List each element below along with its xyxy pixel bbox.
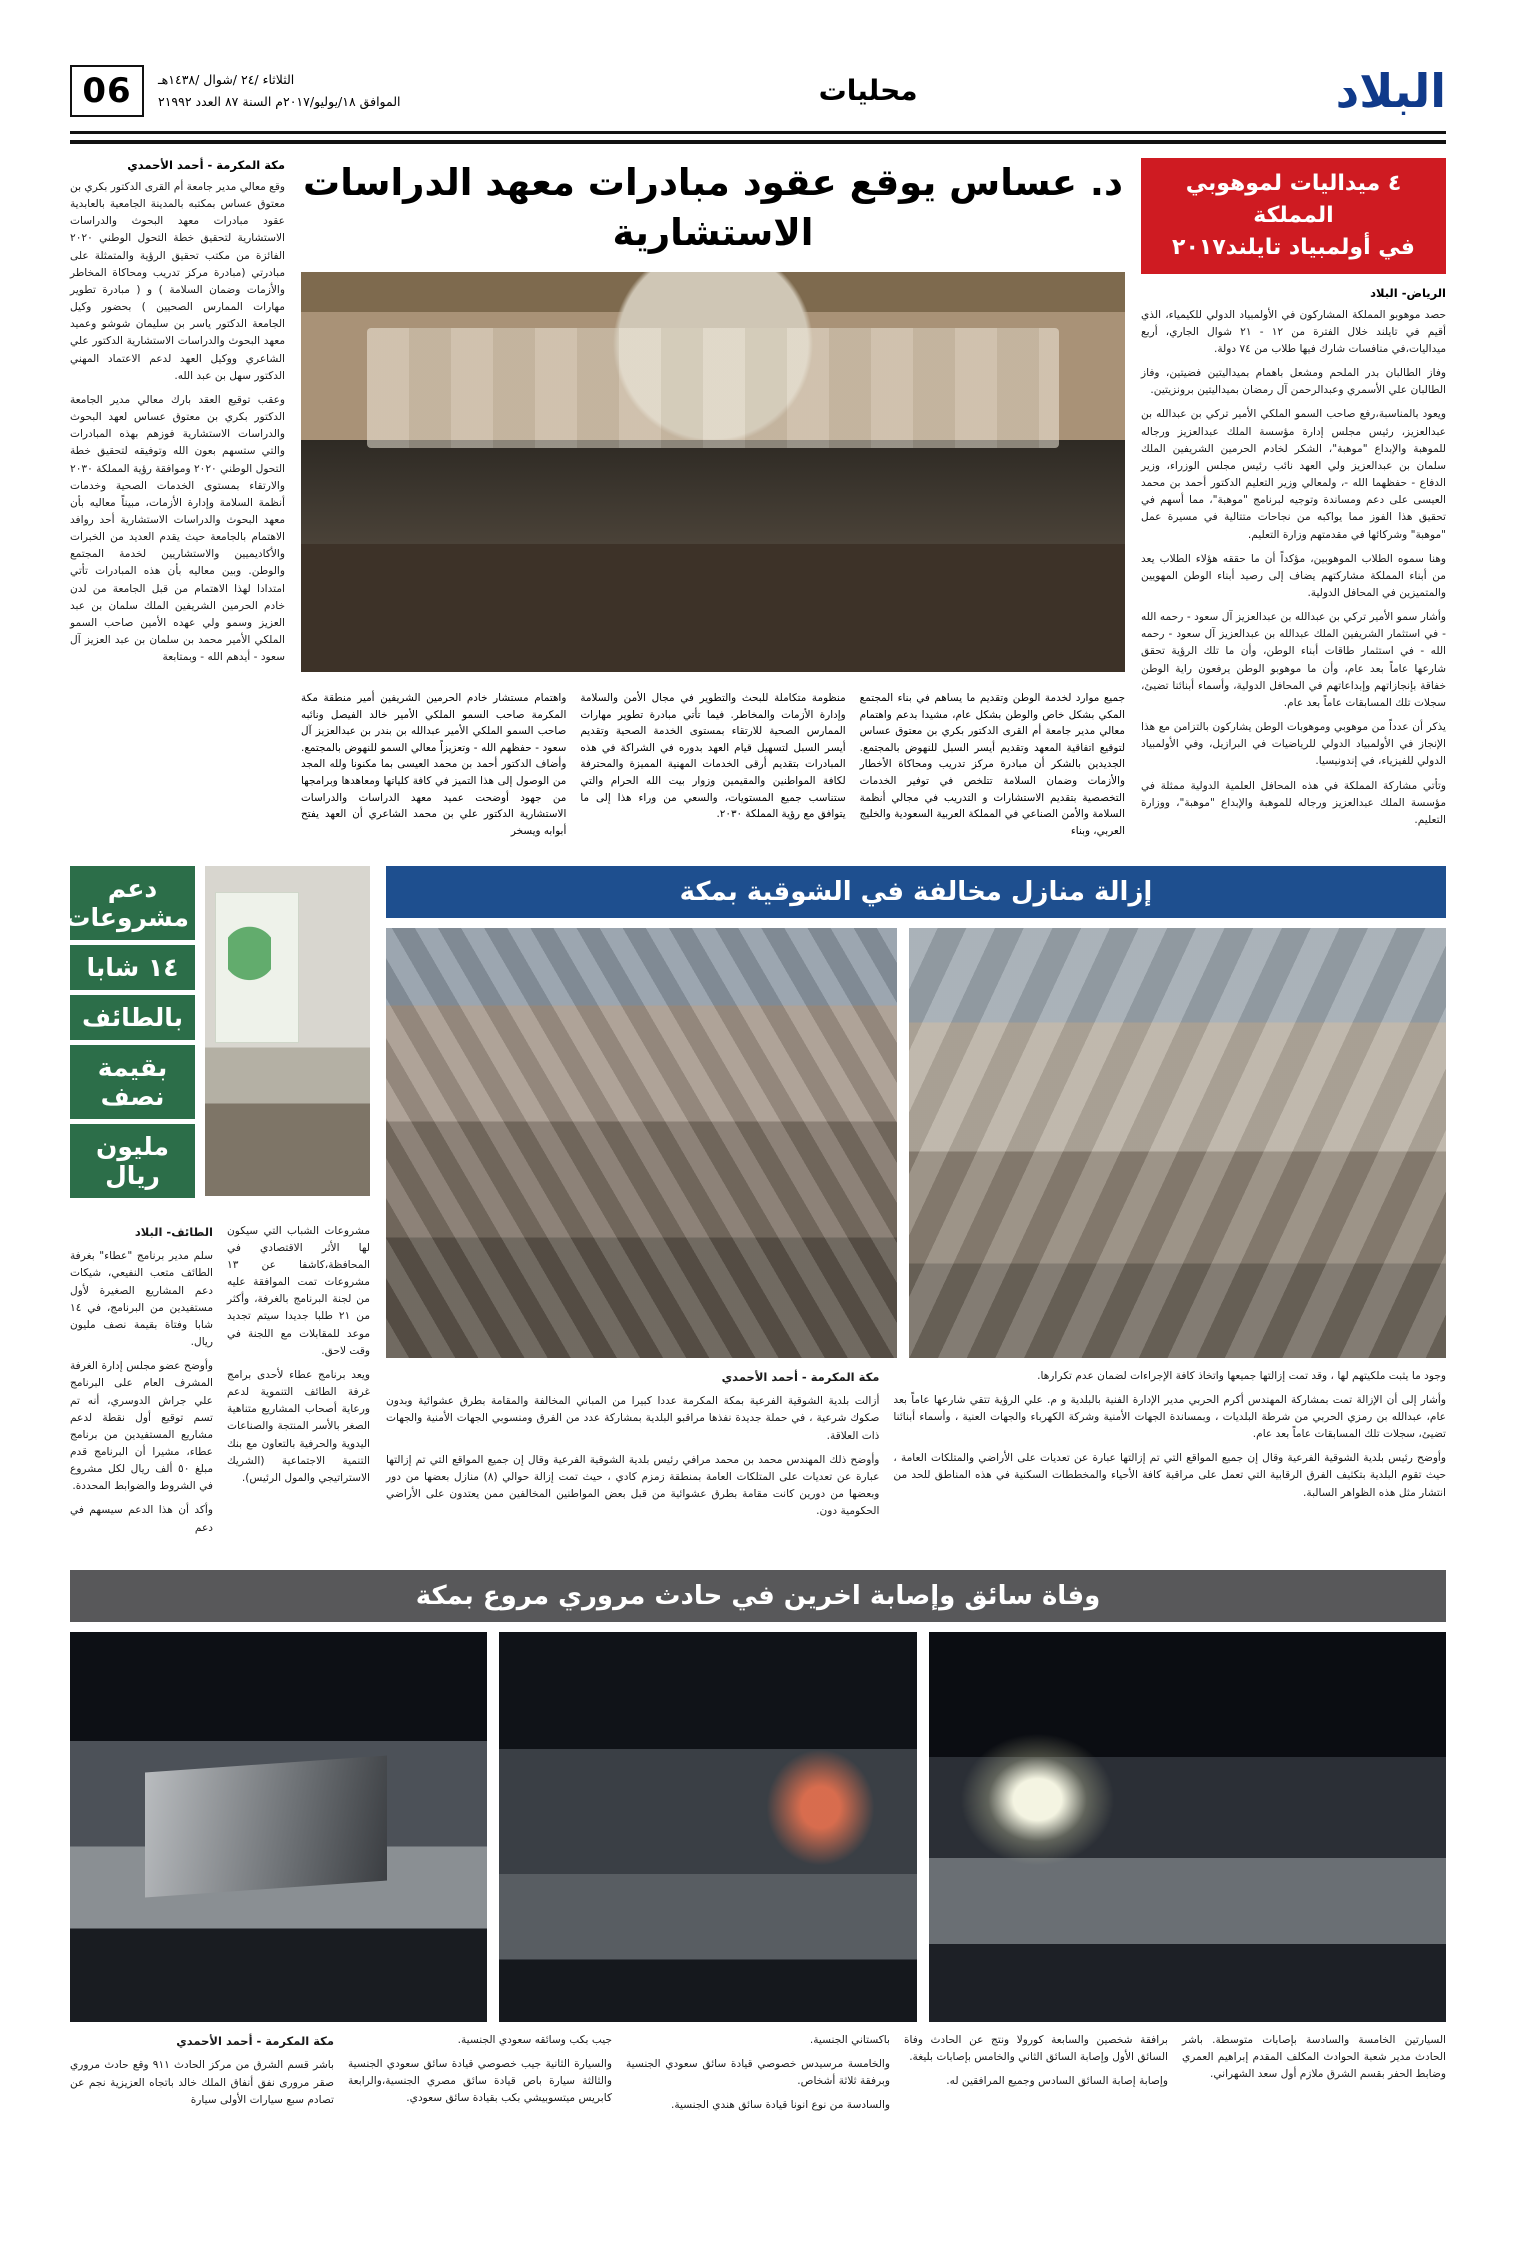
demolition-col-left <box>893 1368 1446 1528</box>
demolition-left-p3: وأوضح رئيس بلدية الشوقية الفرعية وقال إن جميع المواقع التي تم إزالتها عبارة عن تعديات على الأراضي والمتلكات العامة ، حيث تقوم البلدية بتكثيف الفرق الرقابية التي تعمل على مراقبة كافة الأحياء والمخططات السكنية في هذه المناطق للحد من انتشار مثل هذه الظواهر السالبة. <box>893 1452 1446 1499</box>
main-story-p1: وقع معالي مدير جامعة أم القرى الدكتور بكري بن معتوق عساس بمكتبه بالمدينة الجامعية بالعابدية عقود مبادرات معهد البحوث والدراسات الاستشارية لتحقيق خطة التحول الوطني ٢٠٢٠ الفائزة من مكتب تحقيق الرؤية والمتمثلة على مبادرتي (مبادرة مركز تدريب ومحاكاة المخاطر والأزمات وضمان السلامة ) و ( مبادرة تطوير مهارات الممارس الصحيين ) بحضور وكيل الجامعة الدكتور ياسر بن سليمان شوشو وعميد معهد البحوث والدراسات الاستشارية الدكتور علي الشاعري ووكيل العهد لدعم الاعتماد المهني الدكتور سهل بن عبد الله. <box>70 181 285 382</box>
medals-headline-line2: في أولمبياد تايلند٢٠١٧ <box>1172 234 1415 260</box>
ataa-dateline: الطائف- البلاد <box>134 1224 213 1239</box>
ataa-bar-4: بقيمة نصف <box>70 1045 195 1119</box>
main-story-body <box>70 179 285 666</box>
wrecked-car-photo <box>70 1632 487 2022</box>
medals-body <box>1141 307 1446 829</box>
demolition-banner: إزالة منازل مخالفة في الشوقية بمكة <box>386 866 1446 918</box>
accident-col5-p1: باشر قسم الشرق من مركز الحادث ٩١١ وقع حادث مروري صقر مرورى نفق أنفاق الملك خالد باتجاه العزيزية نجم عن تصادم سبع سيارات الأولى سيارة <box>70 2059 334 2106</box>
accident-responders-photo <box>499 1632 916 2022</box>
middle-section <box>65 866 1446 1544</box>
medals-p3: ويعود بالمناسبة،رفع صاحب السمو الملكي الأمير تركي بن عبدالله بن عبدالعزيز، رئيس مجلس إدارة مؤسسة الملك عبدالعزيز ورجاله للموهبة والإبداع "موهبة"، الشكر لخادم الحرمين الشريفين الملك سلمان بن عبدالعزيز ولي العهد نائب رئيس مجلس الوزراء، وزير الدفاع - حفظهما الله -، ولمعالي وزير التعليم الدكتور أحمد بن محمد العيسى على دعم ومساندة وتوجيه لبرنامج "موهبة"، مما أسهم في تحقيق هذا الفوز مما يواكبه من نجاحات متتالية في مسيرة عمل "موهبة" وشركائها في مقدمتهم وزارة التعليم. <box>1141 408 1446 541</box>
medals-story <box>1141 158 1446 836</box>
ataa-bar-5: مليون ريال <box>70 1124 195 1198</box>
demolition-mid-p1: أزالت بلدية الشوقية الفرعية بمكة المكرمة عددا كبيرا من المباني المخالفة والمقامة بطرق عشوائية وبدون صكوك شرعية ، في حملة جديدة نفذها مراقبو البلدية بمشاركة عدد من الفرق ومنسوبي الجهات الأمنية والجهات ذات العلاقة. <box>386 1395 880 1442</box>
caption-col-2: منظومة متكاملة للبحث والتطوير في مجال الأمن والسلامة وإدارة الأزمات والمخاطر. فيما تأتي مبادرة تطوير مهارات الممارس الصحية للارتقاء بمستوى الخدمة الصحية وتقديم أيسر السبل لتسهيل قيام العهد بدوره في الشراكة في هذه المبادرات بتقديم أرقى الخدمات المهنية المميزة والمحترفة لكافة المواطنين والمقيمين وزوار بيت الله الحرام والتي ستناسب جميع المستويات، والسعي من وراء هذا إلى ما يتوافق مع رؤية المملكة ٢٠٣٠. <box>580 691 846 821</box>
main-story-dateline: مكة المكرمة - أحمد الأحمدي <box>127 158 285 172</box>
caption-col-3: واهتمام مستشار خادم الحرمين الشريفين أمير منطقة مكة المكرمة صاحب السمو الملكي الأمير خالد الفيصل ونائبه صاحب السمو الملكي الأمير عبدالله بن بندر بن عبدالعزيز آل سعود - حفظهم الله - وتعزيزاً معالي السمو للنهوض بالمجتمع. وأضاف الدكتور أحمد بن محمد العيسى بما مكنونا ولله المجد من الوصول إلى هذا التميز في كافة كلياتها ومعاهدها وبرامجها من جهود أوضحت عميد معهد الدراسات والدراسات الاستشارية الدكتور علي بن محمد الشاعري أن العهد يفتح أبوابه ويسخر <box>301 691 567 837</box>
ataa-program-story <box>65 866 371 1544</box>
demolition-photos <box>386 928 1446 1358</box>
accident-photos <box>70 1632 1446 2022</box>
medals-p5: وأشار سمو الأمير تركي بن عبدالله بن عبدالعزيز آل سعود - رحمه الله - في استثمار الشريفين الملك عبدالله بن عبدالعزيز آل سعود - رحمه الله - في استثمار طاقات أبناء الوطن، وأن ما تلك الرؤية تحقق شارعها عاماً بعد عام، وأن ما موهوبو الوطن يرفعون راية الوطن خفاقة بإنجازاتهم وإبداعاتهم في المحافل الدولية، وأسماء أبنائنا تضيئ، سجلات تلك المسابقات عاماً بعد عام. <box>1141 611 1446 709</box>
main-story-caption-columns <box>301 682 1125 840</box>
demolition-mid-p2: وأوضح ذلك المهندس محمد بن محمد مرافي رئيس بلدية الشوقية الفرعية وقال إن جميع المواقع التي تم إزالتها عبارة عن تعديات على المتلكات العامة بمنطقة زمزم كادي ، حيث تمت إزالة حوالي (٨) منازل بعضها من دور وبعضها من دورين كانت مقامة بطرق عشوائية من قبل بعض المواطنين المخالفين ممن يعتدون على الأراضي الحكومية دون. <box>386 1453 880 1518</box>
ataa-program-signing-photo <box>205 866 370 1196</box>
main-story <box>301 158 1125 840</box>
accident-dateline: مكة المكرمة - أحمد الأحمدي <box>176 2033 334 2048</box>
medals-dateline: الرياض- البلاد <box>1370 285 1446 300</box>
top-section <box>70 158 1446 840</box>
caption-col-1: جميع موارد لخدمة الوطن وتقديم ما يساهم في بناء المجتمع المكي بشكل خاص والوطن بشكل عام، مشيدا بدعم واهتمام معالي مدير جامعة أم القرى الدكتور بكري بن معتوق عساس لتوقيع اتفاقية المعهد وتقديم أيسر السبل للنهوض بالمجتمع. الجديدين بالشكر أن مبادرة مركز تدريب ومحاكاة الأخطار والأزمات وضمان السلامة تتلخص في توفير الخدمات التخصصية بتقديم الاستشارات و التدريب في مجالي أنظمة السلامة والأمن الصناعي في المملكة العربية السعودية والخليج العربي، وبناء <box>859 691 1125 837</box>
accident-col3-p2: والخامسة مرسيدس خصوصي قيادة سائق سعودي الجنسية وبرفقة ثلاثة أشخاص. <box>626 2057 890 2088</box>
demolition-photo-wide <box>909 928 1446 1358</box>
demolition-text-columns <box>386 1368 1446 1528</box>
demolition-story <box>386 866 1446 1528</box>
accident-col-3 <box>626 2032 890 2122</box>
accident-col2-p1: برافقة شخصين والسابعة كورولا ونتج عن الحادث وفاة السائق الأول وإصابة السائق الثاني والخامس بإصابات بليغة. <box>904 2033 1168 2063</box>
medals-p1: حصد موهوبو المملكة المشاركون في الأولمبياد الدولي للكيمياء، الذي أقيم في تايلند خلال الفترة من ١٢ - ٢١ شوال الجاري، أربع ميداليات،في منافسات شارك فيها طلاب من ٧٤ دولة. <box>1141 308 1446 355</box>
ataa-right-p1: سلم مدير برنامج "عطاء" بغرفة الطائف متعب النفيعي، شيكات دعم المشاريع الصغيرة لأول مستفيدين من البرنامج، في ١٤ شابا وفتاة بقيمة نصف مليون ريال. <box>70 1250 213 1349</box>
accident-col-5 <box>70 2032 334 2122</box>
main-story-p2: وعقب توقيع العقد بارك معالي مدير الجامعة الدكتور بكري بن معتوق عساس لعهد البحوث والدراسات الاستشارية فوزهم بهذه المبادرات والتي ستسهم بعون الله وتوفيقه لتحقيق خطة التحول الوطني ٢٠٢٠ وموافقة رؤية المملكة ٢٠٣٠ والارتقاء بمستوى الخدمات الصحية وخدمات أنظمة السلامة وإدارة الأزمات، مبيناً معاليه بأن معهد البحوث والدراسات الاستشارية أحد روافد الاهتمام بالجامعة حيث يقدم العديد من الخبرات والأكاديميين والاستشاريين لخدمة المجتمع والوطن. وبين معاليه بأن هذه المبادرات تأتي امتدادا لهذا الاهتمام من قبل الجامعة من لدن خادم الحرمين الشريفين الملك سلمان بن عبد العزيز وسمو ولي عهده الأمين صاحب السمو الملكي الأمير محمد بن سلمان بن عبد العزيز آل سعود - أيدهم الله - وبمتابعة <box>70 393 285 664</box>
ataa-right-p3: وأكد أن هذا الدعم سيسهم في دعم <box>70 1504 213 1534</box>
accident-story <box>70 1570 1446 2122</box>
ataa-right-p2: وأوضح عضو مجلس إدارة الغرفة المشرف العام على البرنامج علي جراش الدوسري، أنه تم تسم توقيع أول نقطة لدعم مشاريع المستفيدين من برنامج عطاء، مشيرا أن البرنامج قدم مبلغ ٥٠ ألف ريال لكل مشروع في الشروط والضوابط المحددة. <box>70 1360 213 1493</box>
demolition-col-mid <box>386 1368 879 1528</box>
hijri-date: الثلاثاء /٢٤ /شوال /١٤٣٨هـ <box>158 72 295 88</box>
demolition-left-p2: وأشار إلى أن الإزالة تمت بمشاركة المهندس أكرم الحربي مدير الإدارة الفنية بالبلدية و م. علي الرؤية تتقي شارعها عاماً بعد عام، عبدالله بن رمزي الحربي من شرطة البلديات ، وبمساندة الجهات الأمنية وشركة الكهرباء والجهات العنية ، وأسماء أبنائنا تضيئ، سجلات تلك المسابقات عاماً بعد عام. <box>893 1393 1446 1441</box>
accident-col4-p1: جيب بكب وسائقه سعودي الجنسية. <box>457 2033 612 2046</box>
accident-banner: وفاة سائق وإصابة اخرين في حادث مروري مروع بمكة <box>70 1570 1446 1622</box>
section-title: محليات <box>818 74 918 107</box>
accident-col2-p2: وإصابة إصابة السائق السادس وجميع المرافقين له. <box>946 2075 1168 2088</box>
accident-col-4 <box>348 2032 612 2122</box>
issue-date <box>158 69 401 112</box>
newspaper-logo: البلاد <box>1335 63 1446 118</box>
medals-headline-line1: ٤ ميداليات لموهوبي المملكة <box>1185 171 1402 228</box>
ataa-col-right <box>70 1223 213 1544</box>
page-number: 06 <box>70 65 144 117</box>
masthead <box>70 60 1446 134</box>
accident-col4-p2: والسيارة الثانية جيب خصوصي قيادة سائق سعودي الجنسية والثالثة سيارة باص قيادة سائق مصري الجنسية،والرابعة كابريس ميتسوبيشي بكب بقيادة سائق سعودي. <box>348 2057 612 2105</box>
ataa-left-p2: ويعد برنامج عطاء لأحدى برامج غرفة الطائف التنموية لدعم ورعاية أصحاب المشاريع متناهية الصغر بالأسر المنتجة والصناعات اليدوية والحرفية بالتعاون مع بنك التنمية الاجتماعية (الشريك الاستراتيجي والمول الرئيس). <box>227 1368 370 1484</box>
medals-p7: وتأتي مشاركة المملكة في هذه المحافل العلمية الدولية ممثلة في مؤسسة الملك عبدالعزيز ورجاله للموهبة والإبداع "موهبة"، ووزارة التعليم. <box>1141 779 1446 826</box>
gregorian-date: الموافق ١٨/يوليو/٢٠١٧م السنة ٨٧ العدد ٢١٩٩٢ <box>158 93 401 109</box>
ataa-headline-bars <box>65 866 195 1203</box>
ataa-col-left <box>227 1223 370 1544</box>
main-headline: د. عساس يوقع عقود مبادرات معهد الدراسات الاستشارية <box>303 161 1123 254</box>
ataa-bar-3: بالطائف <box>70 995 195 1040</box>
demolition-photo-rubble <box>386 928 897 1358</box>
accident-col-1 <box>1182 2032 1446 2122</box>
demolition-left-p1: وجود ما يثبت ملكيتهم لها ، وقد تمت إزالتها جميعها واتخاذ كافة الإجراءات لضمان عدم تكرارها. <box>1037 1369 1446 1382</box>
ataa-bar-1: دعم مشروعات <box>70 866 195 940</box>
masthead-right <box>70 65 401 117</box>
medals-headline-box <box>1141 158 1446 274</box>
accident-col1-p1: السيارتين الخامسة والسادسة بإصابات متوسطة. باشر الحادث مدير شعبة الحوادث المكلف المقدم إبراهيم العمري وضابط الحفر بقسم الشرق ملازم أول سعد الشهراني. <box>1182 2033 1446 2081</box>
accident-scene-night-photo <box>929 1632 1446 2022</box>
masthead-rule <box>70 140 1446 144</box>
accident-col3-p3: والسادسة من نوع انونا قيادة سائق هندي الجنسية. <box>670 2099 890 2112</box>
accident-col3-p1: باكستاني الجنسية. <box>809 2033 890 2046</box>
medals-p6: يذكر أن عدداً من موهوبي وموهوبات الوطن يشاركون بالتزامن مع هذا الإنجاز في الأولمبياد الدولي للرياضيات في البرازيل، وفي الأولمبياد الدولي للفيزياء، في إندونيسيا. <box>1141 721 1446 768</box>
accident-col-2 <box>904 2032 1168 2122</box>
main-story-sidebar <box>70 158 285 673</box>
ataa-text-columns <box>70 1223 370 1544</box>
accident-text-columns <box>70 2032 1446 2122</box>
ataa-left-p1: مشروعات الشباب التي سيكون لها الأثر الاقتصادي في المحافظة،كاشفا عن ١٣ مشروعات تمت الموافقة عليه من لجنة البرنامج بالغرفة، وأكثر من ٢١ طلبا جديدا سيتم تجديد موعد للمقابلات مع اللجنة في وقت لاحق. <box>227 1224 371 1357</box>
ataa-top <box>65 866 370 1213</box>
medals-p4: وهنا سموه الطلاب الموهوبين، مؤكداً أن ما حققه هؤلاء الطلاب يعد من أبناء المملكة مشاركتهم يضاف إلى رصيد أبناء الوطن المهويين والمتميزين في المحافل الدولية. <box>1141 552 1446 600</box>
signing-ceremony-photo <box>301 272 1125 672</box>
medals-p2: وفاز الطالبان بدر الملحم ومشعل باهمام بميداليتين فضيتين، وفاز الطالبان علي الأسمري وعبدالرحمن آل رمضان بميداليتين برونزيتين. <box>1141 367 1446 397</box>
ataa-bar-2: ١٤ شابا <box>70 945 195 990</box>
demolition-dateline: مكة المكرمة - أحمد الأحمدي <box>721 1369 880 1384</box>
